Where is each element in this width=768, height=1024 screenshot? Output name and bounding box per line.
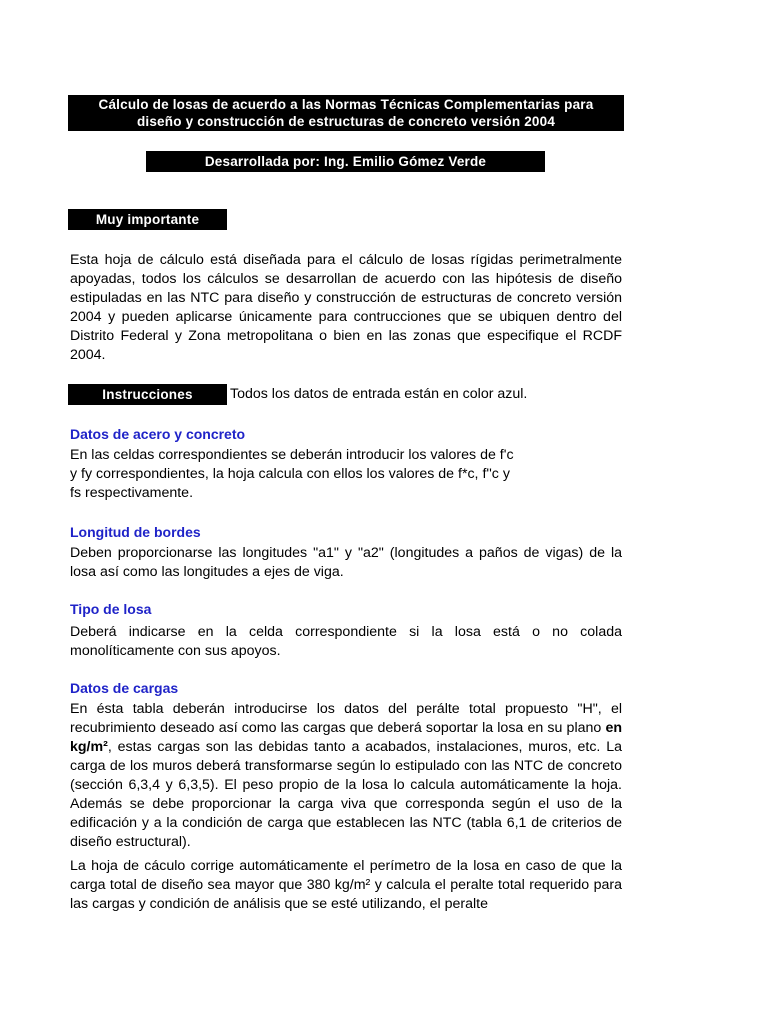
section-paragraph-cargas [70, 700, 622, 852]
acero-line-2: y fy correspondientes, la hoja calcula con ellos los valores de f*c, f''c y [70, 466, 510, 482]
section-heading-acero: Datos de acero y concreto [70, 426, 246, 442]
section-paragraph-acero [70, 446, 550, 503]
acero-line-1: En las celdas correspondientes se deberán introducir los valores de f'c [70, 447, 514, 463]
acero-line-3: fs respectivamente. [70, 485, 194, 501]
title-line-1: Cálculo de losas de acuerdo a las Normas Técnicas Complementarias para [98, 97, 594, 112]
section-heading-tipo: Tipo de losa [70, 601, 152, 617]
title-line-2: diseño y construcción de estructuras de concreto versión 2004 [136, 114, 556, 129]
section-paragraph-cargas-2: La hoja de cáculo corrige automáticamente el perímetro de la losa en caso de que la carga total de diseño sea mayor que 380 kg/m² y calcula el peralte total requerido para las cargas y condición de análisis que se esté utilizando, el peralte [70, 858, 622, 912]
section-heading-longitud: Longitud de bordes [70, 524, 201, 540]
important-paragraph: Esta hoja de cálculo está diseñada para el cálculo de losas rígidas perimetralmente apoyadas, todos los cálculos se desarrollan de acuerdo con las hipótesis de diseño estipuladas en las NTC para diseño y construcción de estructuras de concreto versión 2004 y pueden aplicarse únicamente para contrucciones que se ubiquen dentro del Distrito Federal y Zona metropolitana o bien en las zonas que especifique el RCDF 2004. [70, 252, 622, 363]
section-paragraph-tipo: Deberá indicarse en la celda correspondiente si la losa está o no colada monolíticamente con sus apoyos. [70, 624, 622, 659]
section-paragraph-longitud: Deben proporcionarse las longitudes "a1" y "a2" (longitudes a paños de vigas) de la losa así como las longitudes a ejes de viga. [70, 545, 622, 580]
instructions-note: Todos los datos de entrada están en color azul. [230, 386, 528, 402]
cargas-text-b: , estas cargas son las debidas tanto a acabados, instalaciones, muros, etc. La carga de los muros deberá transformarse según lo estipulado con las NTC de concreto (sección 6,3,4 y 6,3,5). El peso propio de la losa lo calcula automáticamente la hoja. Además se debe proporcionar la carga viva que corresponda según el uso de la edificación y a la condición de carga que establecen las NTC (tabla 6,1 de criterios de diseño estructural). [70, 739, 622, 850]
instructions-label: Instrucciones [68, 384, 227, 405]
important-label: Muy importante [68, 209, 227, 230]
document-title-banner [68, 95, 624, 131]
author-banner: Desarrollada por: Ing. Emilio Gómez Verde [146, 151, 545, 172]
cargas-text-a: En ésta tabla deberán introducirse los datos del perálte total propuesto "H", el recubrimiento deseado así como las cargas que deberá soportar la losa en su plano [70, 701, 622, 736]
section-heading-cargas: Datos de cargas [70, 680, 179, 696]
cargas-units-bold: en kg/m² [70, 720, 622, 755]
